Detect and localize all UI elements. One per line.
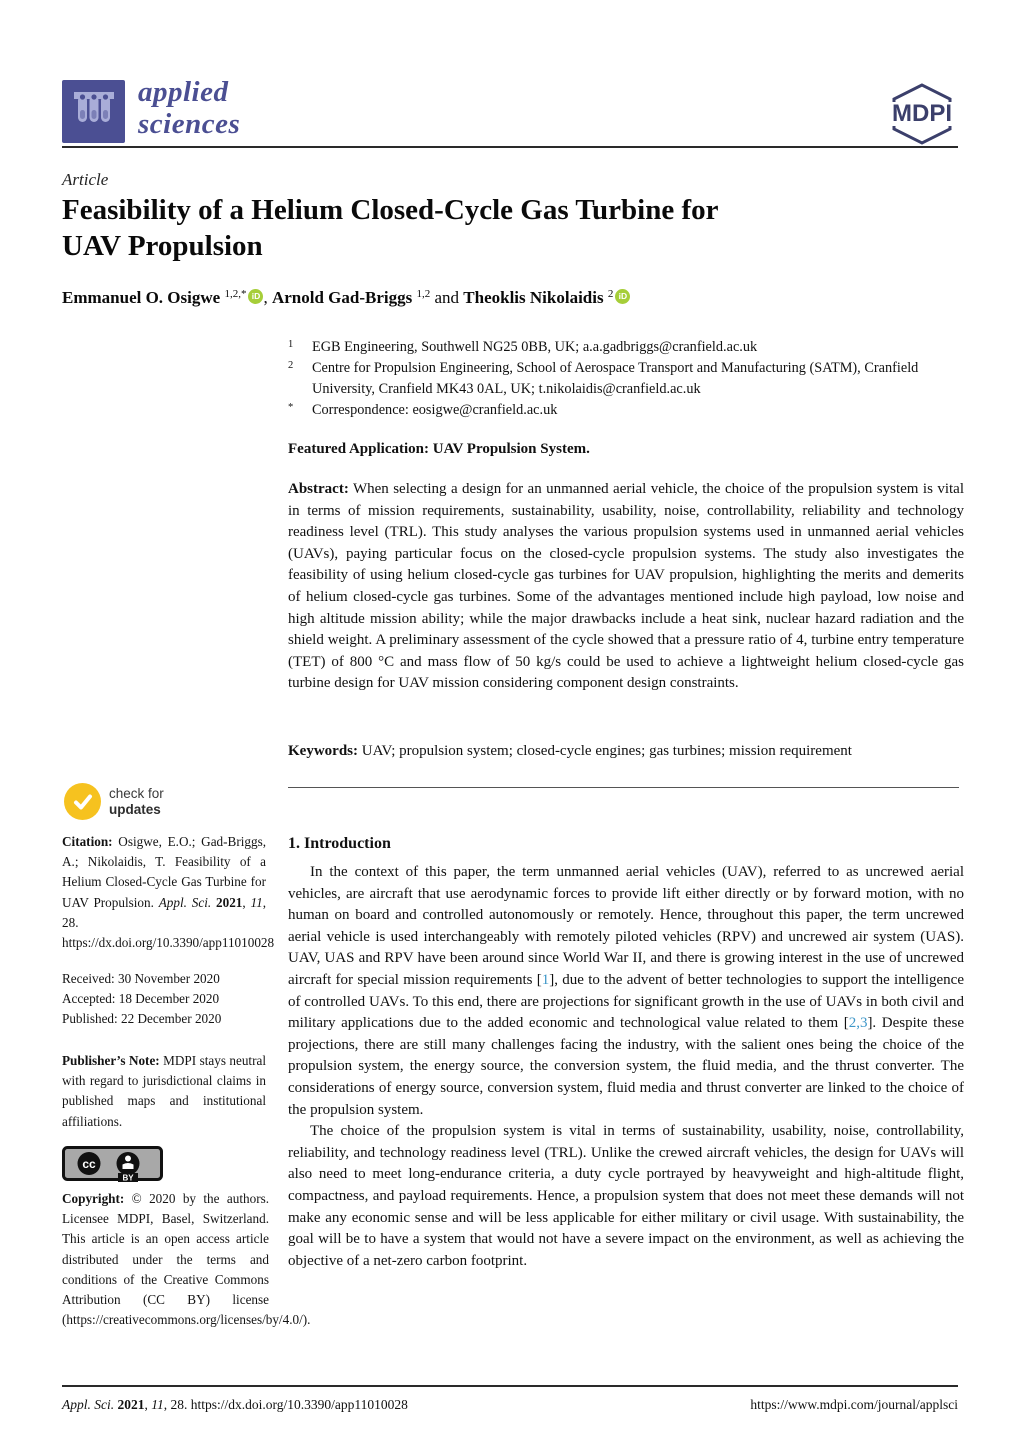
copyright-label: Copyright: bbox=[62, 1191, 125, 1206]
copyright-text: © 2020 by the authors. Licensee MDPI, Basel, Switzerland. This article is an open access article distributed under the terms and conditions of the Creative Commons Attribution (CC BY) license (https://creativecommons.org/licenses/by/4.0/). bbox=[62, 1191, 311, 1328]
orcid-icon[interactable]: iD bbox=[248, 289, 263, 304]
intro-paragraph-1 bbox=[288, 862, 964, 1121]
author-1-affil-sup: 1,2,* bbox=[224, 288, 247, 300]
orcid-icon[interactable]: iD bbox=[615, 289, 630, 304]
section-heading: 1. Introduction bbox=[288, 835, 391, 852]
footer-rule bbox=[62, 1385, 958, 1387]
citation-year: 2021 bbox=[216, 894, 243, 910]
check-icon bbox=[64, 783, 101, 820]
keywords-label: Keywords: bbox=[288, 743, 358, 759]
citation-journal: Appl. Sci. bbox=[158, 894, 212, 910]
publisher-note-text: MDPI stays neutral with regard to jurisdictional claims in published maps and institutional affiliations. bbox=[62, 1053, 267, 1129]
abstract-label: Abstract: bbox=[288, 481, 349, 497]
reference-link-1[interactable]: 1 bbox=[541, 972, 550, 988]
article-type-label: Article bbox=[62, 170, 109, 189]
affiliation-row bbox=[288, 400, 964, 420]
author-3: Theoklis Nikolaidis bbox=[463, 288, 604, 307]
intro-paragraph-2: The choice of the propulsion system is vital in terms of sustainability, usability, noise, controllability, reliability, and technology readiness level (TRL). Unlike the crewed aircraft vehicles, the design for UAVs will also need to meet long-endurance criteria, a duty cycle portrayed by heavyweight and high-altitude flight, compactness, and payload requirements. Hence, a propulsion system that does not meet these demands will not make any economic sense and will be less applicable for either military or civil usage. With sustainability, the goal will be to have a system that would not have a severe impact on the environment, as well as achieving the objective of a net-zero carbon footprint. bbox=[288, 1123, 964, 1269]
check-badge-line2: updates bbox=[109, 801, 161, 817]
intro-p1-text: In the context of this paper, the term unmanned aerial vehicles (UAV), referred to as uncrewed aerial vehicles, are aircraft that use aerodynamic forces to provide lift either directly or by forward motion, with no human on board and controlled autonomously or remotely. Hence, throughout this paper, the term uncrewed aerial vehicle is used interchangeably with remotely piloted vehicles (RPV) and uncrewed air system (UAS). UAV, UAS and RPV have been around since World War II, and there is growing interest in the use of uncrewed aircraft for special mission requirements [ bbox=[288, 864, 964, 988]
journal-logo bbox=[62, 80, 125, 143]
mdpi-logo-text: MDPI bbox=[892, 100, 952, 127]
intro-p1-text: ], due to the advent of better technologies to support the intelligence of controlled UAVs. To this end, there are projections for significant growth in the use of UAVs in both civil and military applications due to the added economic and technological value related to them [ bbox=[288, 972, 964, 1032]
citation-label: Citation: bbox=[62, 834, 113, 849]
history-dates bbox=[62, 969, 272, 1030]
citation-doi: , 28. https://dx.doi.org/10.3390/app11010028 bbox=[62, 894, 275, 950]
page-title: Feasibility of a Helium Closed-Cycle Gas Turbine for UAV Propulsion bbox=[62, 194, 718, 262]
citation-block bbox=[62, 832, 275, 953]
journal-name bbox=[138, 76, 240, 141]
affiliations bbox=[288, 337, 964, 421]
journal-name-line2: sciences bbox=[138, 108, 241, 141]
publisher-note bbox=[62, 1051, 266, 1132]
footer-comma: , bbox=[144, 1397, 152, 1412]
accepted-date: Accepted: 18 December 2020 bbox=[62, 991, 220, 1007]
affiliation-row bbox=[288, 337, 964, 357]
received-date: Received: 30 November 2020 bbox=[62, 971, 220, 986]
affiliation-text: Correspondence: eosigwe@cranfield.ac.uk bbox=[312, 401, 558, 418]
affiliation-text: EGB Engineering, Southwell NG25 0BB, UK; a.a.gadbriggs@cranfield.ac.uk bbox=[312, 339, 758, 355]
affiliation-row bbox=[288, 358, 964, 399]
footer-citation bbox=[62, 1397, 408, 1413]
author-line bbox=[62, 288, 942, 308]
featured-text: UAV Propulsion System. bbox=[432, 441, 590, 457]
published-date: Published: 22 December 2020 bbox=[62, 1011, 222, 1027]
author-3-affil-sup: 2 bbox=[607, 288, 614, 300]
keywords-rule bbox=[288, 787, 959, 788]
header-rule bbox=[62, 146, 958, 148]
author-separator-2: and bbox=[434, 288, 460, 307]
introduction-section bbox=[288, 832, 964, 1272]
cc-icon: cc bbox=[82, 1157, 96, 1171]
affiliation-marker: 1 bbox=[288, 339, 294, 350]
author-separator-1: , bbox=[263, 288, 268, 307]
cc-by-license-badge[interactable] bbox=[62, 1146, 163, 1189]
footer-doi: , 28. https://dx.doi.org/10.3390/app11010028 bbox=[163, 1397, 408, 1412]
test-tubes-icon bbox=[71, 86, 117, 137]
featured-application bbox=[288, 441, 964, 458]
abstract bbox=[288, 479, 964, 695]
keywords-text: UAV; propulsion system; closed-cycle engines; gas turbines; mission requirement bbox=[361, 743, 852, 759]
intro-p1-text: ]. Despite these projections, there are still many challenges facing the industry, with the salient ones being the choice of the propulsion system, the energy source, the conversion system, the fluid media, and the thrust converter. The considerations of energy source, conversion system, fluid media and thrust converter are linked to the choice of the propulsion system. bbox=[288, 1015, 964, 1118]
footer-journal: Appl. Sci. bbox=[62, 1397, 115, 1412]
author-2-affil-sup: 1,2 bbox=[416, 288, 431, 300]
featured-label: Featured Application: bbox=[288, 441, 429, 457]
keywords bbox=[288, 743, 964, 760]
footer-year: 2021 bbox=[117, 1397, 145, 1412]
reference-link-2-3[interactable]: 2,3 bbox=[848, 1015, 868, 1032]
footer-volume: 11 bbox=[151, 1397, 164, 1412]
author-1: Emmanuel O. Osigwe bbox=[62, 288, 221, 307]
author-2: Arnold Gad-Briggs bbox=[271, 288, 413, 307]
abstract-text: When selecting a design for an unmanned aerial vehicle, the choice of the propulsion system is vital in terms of mission requirements, sustainability, usability, noise, controllability, reliability and technology readiness level (TRL). This study analyses the various propulsion systems used in unmanned aerial vehicles (UAVs), paying particular focus on the closed-cycle propulsion systems. The study also investigates the feasibility of using helium closed-cycle gas turbines for UAV propulsion, highlighting the merits and demerits of helium closed-cycle gas turbines. Some of the advantages mentioned include high payload, low noise and high altitude mission ability; while the major drawbacks include a heat sink, nuclear hazard radiation and the shield weight. A preliminary assessment of the cycle showed that a pressure ratio of 4, turbine entry temperature (TET) of 800 °C and mass flow of 50 kg/s could be used to achieve a lightweight helium closed-cycle gas turbine design for UAV mission considering component design constraints. bbox=[288, 481, 964, 692]
check-badge-text bbox=[109, 786, 164, 817]
footer bbox=[62, 1397, 958, 1413]
journal-name-line1: applied bbox=[138, 76, 229, 108]
citation-comma: , bbox=[242, 894, 251, 910]
citation-volume: 11 bbox=[250, 894, 263, 910]
citation-text: Osigwe, E.O.; Gad-Briggs, A.; Nikolaidis, T. Feasibility of a Helium Closed-Cycle Gas Turbine for UAV Propulsion. bbox=[62, 834, 266, 910]
affiliation-marker: * bbox=[288, 401, 294, 413]
affiliation-text: Centre for Propulsion Engineering, School of Aerospace Transport and Manufacturing (SATM), Cranfield University, Cranfield MK43 0AL, UK; t.nikolaidis@cranfield.ac.uk bbox=[312, 360, 919, 397]
check-badge-line1: check for bbox=[109, 785, 164, 801]
affiliation-marker: 2 bbox=[288, 360, 294, 372]
footer-journal-url[interactable]: https://www.mdpi.com/journal/applsci bbox=[750, 1397, 958, 1412]
publisher-note-label: Publisher’s Note: bbox=[62, 1053, 160, 1068]
check-for-updates-badge[interactable] bbox=[64, 783, 164, 820]
mdpi-logo bbox=[874, 82, 970, 146]
by-label: BY bbox=[122, 1173, 134, 1183]
copyright-block bbox=[62, 1189, 311, 1330]
